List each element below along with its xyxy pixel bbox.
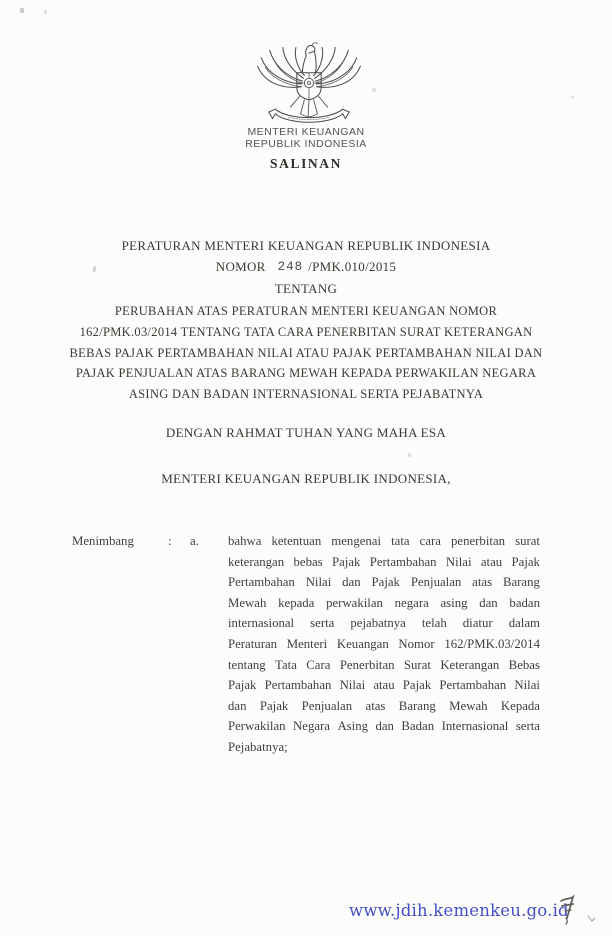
- consideration-text-line: dan Pajak Penjualan atas Barang Mewah Kepada: [228, 698, 540, 713]
- jdih-website-link[interactable]: www.jdih.kemenkeu.go.id: [349, 901, 569, 920]
- subject-line: BEBAS PAJAK PERTAMBAHAN NILAI ATAU PAJAK PERTAMBAHAN NILAI DAN: [69, 345, 543, 360]
- consideration-text-line: bahwa ketentuan mengenai tata cara penerbitan surat: [228, 534, 540, 548]
- subject-line: 162/PMK.03/2014 TENTANG TATA CARA PENERBITAN SURAT KETERANGAN: [79, 324, 533, 339]
- consideration-text-line: tentang Tata Cara Penerbitan Surat Keterangan Bebas: [228, 657, 540, 672]
- consideration-text-line: Pajak Pertambahan Nilai atau Pajak Pertambahan Nilai: [228, 678, 540, 693]
- number-value: 248: [277, 260, 304, 274]
- handwritten-paraph-mark: [558, 894, 598, 928]
- ministry-country: REPUBLIK INDONESIA: [245, 137, 367, 150]
- regulation-title: PERATURAN MENTERI KEUANGAN REPUBLIK INDONESIA: [121, 238, 491, 253]
- garuda-pancasila-emblem: [251, 40, 367, 126]
- consideration-item-letter: a.: [190, 534, 199, 548]
- letterhead: [0, 127, 612, 150]
- scan-artifact: [44, 10, 47, 14]
- regulation-number-line: [0, 259, 612, 275]
- scan-artifact: [372, 88, 376, 92]
- consideration-text-line: Perwakilan Negara Asing dan Badan Internasional serta: [228, 719, 540, 734]
- about-label: TENTANG: [274, 281, 338, 296]
- consideration-text-line: internasional serta pejabatnya telah diatur dalam: [228, 616, 540, 631]
- consideration-text-line: keterangan bebas Pajak Pertambahan Nilai atau Pajak: [228, 554, 540, 569]
- regulation-subject: [0, 301, 612, 405]
- copy-stamp: SALINAN: [270, 156, 342, 171]
- consideration-text-line: Pertambahan Nilai dan Pajak Penjualan atas Barang: [228, 575, 540, 590]
- consideration-text-line: Mewah kepada perwakilan negara asing dan badan: [228, 595, 540, 610]
- number-suffix: /PMK.010/2015: [308, 259, 397, 274]
- consideration-text-line: Peraturan Menteri Keuangan Nomor 162/PMK.03/2014: [228, 636, 540, 651]
- consideration-text-line-last: Pejabatnya;: [228, 739, 288, 754]
- ministry-name: MENTERI KEUANGAN: [247, 126, 365, 138]
- scan-artifact: [571, 96, 574, 99]
- number-label: NOMOR: [215, 259, 266, 274]
- considerations-separator: :: [168, 534, 172, 548]
- scan-artifact: [20, 8, 24, 13]
- considerations-label: Menimbang: [72, 534, 134, 548]
- invocation-line: DENGAN RAHMAT TUHAN YANG MAHA ESA: [165, 425, 447, 440]
- subject-line: PERUBAHAN ATAS PERATURAN MENTERI KEUANGAN NOMOR: [114, 304, 498, 318]
- authority-line: MENTERI KEUANGAN REPUBLIK INDONESIA,: [161, 471, 451, 486]
- subject-line: ASING DAN BADAN INTERNASIONAL SERTA PEJABATNYA: [128, 387, 484, 402]
- scan-artifact: [408, 453, 411, 457]
- consideration-item-a: [228, 531, 540, 758]
- considerations-section: [72, 531, 540, 758]
- subject-line: PAJAK PENJUALAN ATAS BARANG MEWAH KEPADA PERWAKILAN NEGARA: [75, 366, 537, 381]
